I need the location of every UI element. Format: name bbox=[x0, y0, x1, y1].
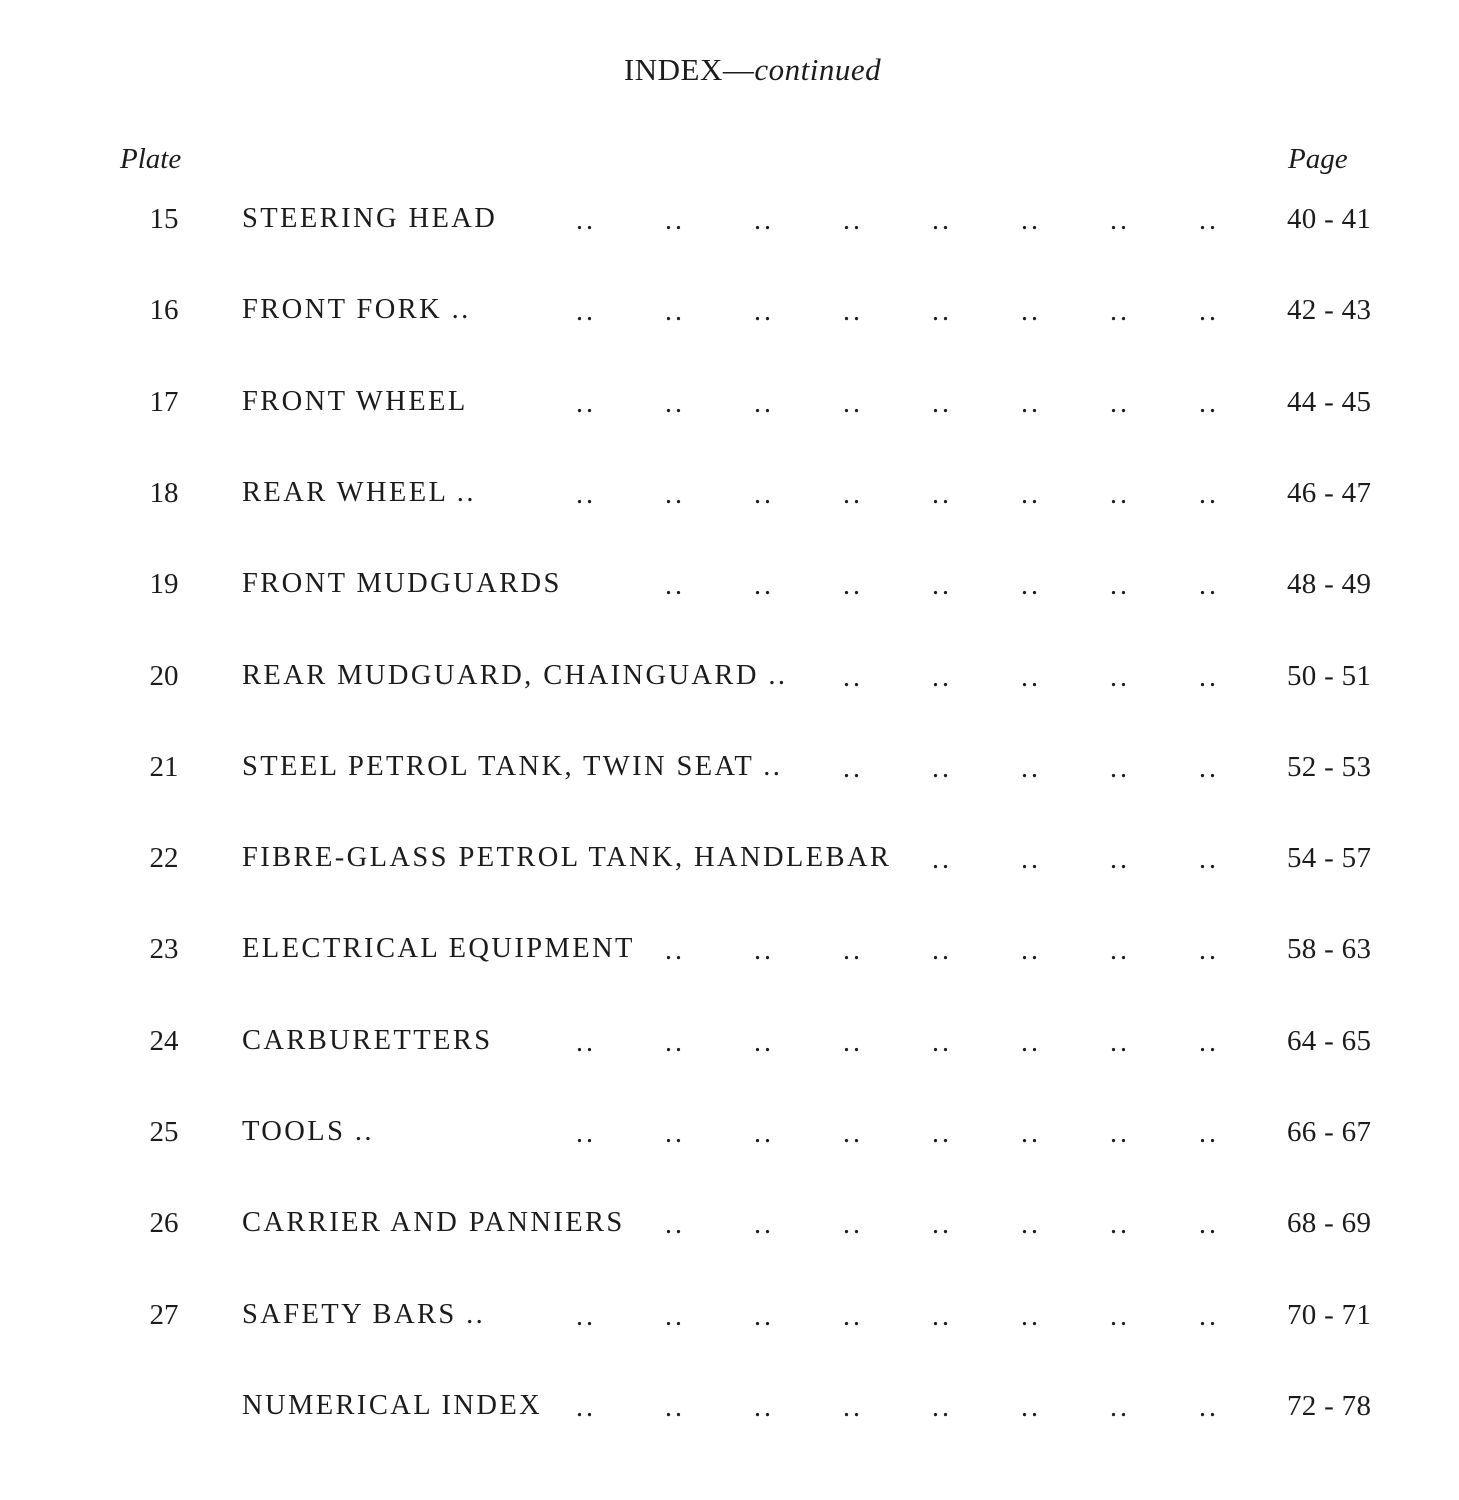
leader-dots: .. bbox=[843, 1301, 863, 1332]
leader-dots: .. bbox=[1021, 1301, 1041, 1332]
dot-leader bbox=[0, 1207, 1459, 1247]
leader-dots: .. bbox=[1021, 935, 1041, 966]
page-range: 44 - 45 bbox=[1287, 386, 1372, 418]
leader-dots: .. bbox=[665, 205, 685, 236]
leader-dots: .. bbox=[1021, 844, 1041, 875]
entry-title: SAFETY BARS .. bbox=[242, 1299, 486, 1330]
page-range: 52 - 53 bbox=[1287, 751, 1372, 783]
leader-dots: .. bbox=[754, 1118, 774, 1149]
plate-number: 22 bbox=[149, 842, 179, 874]
plate-number: 17 bbox=[149, 386, 179, 418]
leader-dots: .. bbox=[754, 935, 774, 966]
leader-dots: .. bbox=[1199, 662, 1219, 693]
leader-dots: .. bbox=[843, 1209, 863, 1240]
dot-leader bbox=[0, 1025, 1459, 1065]
leader-dots: .. bbox=[932, 1027, 952, 1058]
leader-dots: .. bbox=[1199, 844, 1219, 875]
leader-dots: .. bbox=[1199, 935, 1219, 966]
index-entry bbox=[0, 1299, 1459, 1339]
leader-dots: .. bbox=[576, 388, 596, 419]
index-entry bbox=[0, 1116, 1459, 1156]
leader-dots: .. bbox=[665, 1392, 685, 1423]
leader-dots: .. bbox=[1199, 570, 1219, 601]
leader-dots: .. bbox=[843, 1392, 863, 1423]
leader-dots: .. bbox=[932, 753, 952, 784]
page-range: 58 - 63 bbox=[1287, 933, 1372, 965]
leader-dots: .. bbox=[665, 388, 685, 419]
entry-title: STEEL PETROL TANK, TWIN SEAT .. bbox=[242, 751, 783, 782]
dot-leader bbox=[0, 933, 1459, 973]
plate-number: 15 bbox=[149, 203, 179, 235]
index-entry bbox=[0, 842, 1459, 882]
page-range: 70 - 71 bbox=[1287, 1299, 1372, 1331]
dot-leader bbox=[0, 294, 1459, 334]
leader-dots: .. bbox=[1110, 1118, 1130, 1149]
entry-title: FRONT MUDGUARDS bbox=[242, 568, 562, 599]
plate-number: 24 bbox=[149, 1025, 179, 1057]
entry-title: REAR MUDGUARD, CHAINGUARD .. bbox=[242, 660, 788, 691]
leader-dots: .. bbox=[1110, 753, 1130, 784]
page-range: 72 - 78 bbox=[1287, 1390, 1372, 1422]
leader-dots: .. bbox=[843, 296, 863, 327]
leader-dots: .. bbox=[665, 479, 685, 510]
leader-dots: .. bbox=[932, 935, 952, 966]
leader-dots: .. bbox=[1110, 296, 1130, 327]
leader-dots: .. bbox=[665, 1209, 685, 1240]
leader-dots: .. bbox=[843, 388, 863, 419]
leader-dots: .. bbox=[843, 1118, 863, 1149]
leader-dots: .. bbox=[932, 1209, 952, 1240]
plate-number: 18 bbox=[149, 477, 179, 509]
plate-number: 20 bbox=[149, 660, 179, 692]
page-column-heading: Page bbox=[1288, 143, 1348, 175]
leader-dots: .. bbox=[932, 388, 952, 419]
index-entry bbox=[0, 1207, 1459, 1247]
dot-leader bbox=[0, 1299, 1459, 1339]
leader-dots: .. bbox=[843, 479, 863, 510]
leader-dots: .. bbox=[576, 1027, 596, 1058]
dot-leader bbox=[0, 568, 1459, 608]
entry-title: ELECTRICAL EQUIPMENT bbox=[242, 933, 635, 964]
leader-dots: .. bbox=[1199, 1027, 1219, 1058]
leader-dots: .. bbox=[932, 1118, 952, 1149]
leader-dots: .. bbox=[665, 296, 685, 327]
dot-leader bbox=[0, 842, 1459, 882]
plate-number: 25 bbox=[149, 1116, 179, 1148]
leader-dots: .. bbox=[1110, 662, 1130, 693]
dot-leader bbox=[0, 203, 1459, 243]
dot-leader bbox=[0, 660, 1459, 700]
leader-dots: .. bbox=[1021, 1027, 1041, 1058]
leader-dots: .. bbox=[754, 205, 774, 236]
entry-title: CARBURETTERS bbox=[242, 1025, 493, 1056]
leader-dots: .. bbox=[754, 388, 774, 419]
plate-number: 19 bbox=[149, 568, 179, 600]
leader-dots: .. bbox=[1021, 662, 1041, 693]
title-separator: — bbox=[722, 52, 755, 87]
index-entry bbox=[0, 660, 1459, 700]
leader-dots: .. bbox=[932, 1301, 952, 1332]
page-range: 48 - 49 bbox=[1287, 568, 1372, 600]
index-entry bbox=[0, 568, 1459, 608]
leader-dots: .. bbox=[1199, 479, 1219, 510]
leader-dots: .. bbox=[1199, 1301, 1219, 1332]
page-range: 46 - 47 bbox=[1287, 477, 1372, 509]
leader-dots: .. bbox=[754, 570, 774, 601]
leader-dots: .. bbox=[843, 753, 863, 784]
plate-number: 26 bbox=[149, 1207, 179, 1239]
leader-dots: .. bbox=[1021, 1392, 1041, 1423]
page-range: 66 - 67 bbox=[1287, 1116, 1372, 1148]
page-range: 54 - 57 bbox=[1287, 842, 1372, 874]
index-entry bbox=[0, 1025, 1459, 1065]
dot-leader bbox=[0, 477, 1459, 517]
leader-dots: .. bbox=[576, 479, 596, 510]
leader-dots: .. bbox=[754, 479, 774, 510]
leader-dots: .. bbox=[665, 570, 685, 601]
leader-dots: .. bbox=[1110, 479, 1130, 510]
entry-title: CARRIER AND PANNIERS bbox=[242, 1207, 625, 1238]
leader-dots: .. bbox=[1021, 205, 1041, 236]
plate-number: 27 bbox=[149, 1299, 179, 1331]
leader-dots: .. bbox=[1021, 753, 1041, 784]
page-range: 68 - 69 bbox=[1287, 1207, 1372, 1239]
page-range: 64 - 65 bbox=[1287, 1025, 1372, 1057]
entry-title: FIBRE-GLASS PETROL TANK, HANDLEBAR bbox=[242, 842, 892, 873]
index-entry bbox=[0, 203, 1459, 243]
leader-dots: .. bbox=[754, 1027, 774, 1058]
leader-dots: .. bbox=[1021, 1118, 1041, 1149]
leader-dots: .. bbox=[576, 1392, 596, 1423]
dot-leader bbox=[0, 1390, 1459, 1430]
leader-dots: .. bbox=[576, 205, 596, 236]
title-main: INDEX bbox=[623, 52, 723, 87]
leader-dots: .. bbox=[754, 1209, 774, 1240]
leader-dots: .. bbox=[932, 205, 952, 236]
index-entry bbox=[0, 477, 1459, 517]
index-entry bbox=[0, 1390, 1459, 1430]
leader-dots: .. bbox=[1110, 1209, 1130, 1240]
leader-dots: .. bbox=[1110, 1301, 1130, 1332]
leader-dots: .. bbox=[665, 1301, 685, 1332]
leader-dots: .. bbox=[843, 1027, 863, 1058]
leader-dots: .. bbox=[1021, 388, 1041, 419]
leader-dots: .. bbox=[1199, 1209, 1219, 1240]
leader-dots: .. bbox=[932, 479, 952, 510]
entry-title: NUMERICAL INDEX bbox=[242, 1390, 543, 1421]
leader-dots: .. bbox=[932, 662, 952, 693]
page-range: 40 - 41 bbox=[1287, 203, 1372, 235]
leader-dots: .. bbox=[754, 296, 774, 327]
leader-dots: .. bbox=[1021, 1209, 1041, 1240]
leader-dots: .. bbox=[932, 844, 952, 875]
page-range: 50 - 51 bbox=[1287, 660, 1372, 692]
leader-dots: .. bbox=[1199, 296, 1219, 327]
leader-dots: .. bbox=[1199, 388, 1219, 419]
leader-dots: .. bbox=[932, 296, 952, 327]
leader-dots: .. bbox=[843, 662, 863, 693]
leader-dots: .. bbox=[576, 1301, 596, 1332]
leader-dots: .. bbox=[1021, 479, 1041, 510]
index-entry bbox=[0, 294, 1459, 334]
leader-dots: .. bbox=[1199, 205, 1219, 236]
leader-dots: .. bbox=[1199, 1392, 1219, 1423]
leader-dots: .. bbox=[576, 1118, 596, 1149]
leader-dots: .. bbox=[932, 1392, 952, 1423]
entry-title: STEERING HEAD bbox=[242, 203, 498, 234]
entry-title: REAR WHEEL .. bbox=[242, 477, 476, 508]
entry-title: TOOLS .. bbox=[242, 1116, 374, 1147]
title-continued: continued bbox=[754, 52, 882, 87]
leader-dots: .. bbox=[932, 570, 952, 601]
leader-dots: .. bbox=[576, 296, 596, 327]
plate-number: 16 bbox=[149, 294, 179, 326]
leader-dots: .. bbox=[665, 1118, 685, 1149]
leader-dots: .. bbox=[843, 205, 863, 236]
leader-dots: .. bbox=[1110, 570, 1130, 601]
leader-dots: .. bbox=[665, 1027, 685, 1058]
index-entry bbox=[0, 751, 1459, 791]
leader-dots: .. bbox=[1021, 570, 1041, 601]
dot-leader bbox=[0, 386, 1459, 426]
leader-dots: .. bbox=[1199, 753, 1219, 784]
entry-title: FRONT FORK .. bbox=[242, 294, 471, 325]
page-title bbox=[0, 52, 1459, 88]
dot-leader bbox=[0, 1116, 1459, 1156]
plate-column-heading: Plate bbox=[120, 143, 182, 175]
page-range: 42 - 43 bbox=[1287, 294, 1372, 326]
leader-dots: .. bbox=[1110, 205, 1130, 236]
leader-dots: .. bbox=[1199, 1118, 1219, 1149]
leader-dots: .. bbox=[843, 570, 863, 601]
plate-number: 23 bbox=[149, 933, 179, 965]
leader-dots: .. bbox=[1110, 388, 1130, 419]
dot-leader bbox=[0, 751, 1459, 791]
index-entry bbox=[0, 386, 1459, 426]
entry-title: FRONT WHEEL bbox=[242, 386, 468, 417]
leader-dots: .. bbox=[1110, 844, 1130, 875]
plate-number: 21 bbox=[149, 751, 179, 783]
leader-dots: .. bbox=[754, 1301, 774, 1332]
leader-dots: .. bbox=[1021, 296, 1041, 327]
leader-dots: .. bbox=[665, 935, 685, 966]
leader-dots: .. bbox=[843, 935, 863, 966]
leader-dots: .. bbox=[754, 1392, 774, 1423]
leader-dots: .. bbox=[1110, 1392, 1130, 1423]
leader-dots: .. bbox=[1110, 935, 1130, 966]
index-entry bbox=[0, 933, 1459, 973]
leader-dots: .. bbox=[1110, 1027, 1130, 1058]
